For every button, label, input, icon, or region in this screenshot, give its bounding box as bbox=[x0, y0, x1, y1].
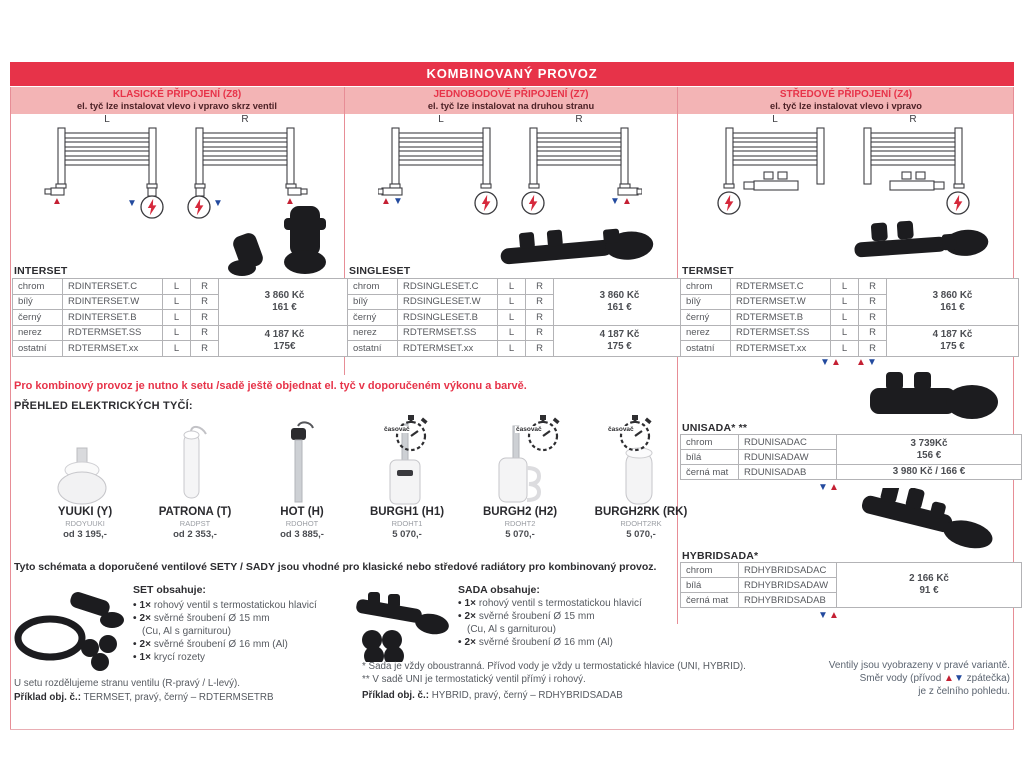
example-label: Příklad obj. č.: bbox=[14, 692, 81, 703]
price-eur: 175€ bbox=[273, 340, 296, 352]
item-qty: 1× bbox=[139, 600, 151, 611]
flow-supply-icon: ▲ bbox=[381, 196, 391, 207]
price-eur: 161 € bbox=[940, 301, 965, 313]
table-row bbox=[681, 279, 1019, 295]
list-item-continuation bbox=[458, 623, 688, 636]
rod-photo bbox=[247, 418, 357, 506]
color-cell: bílý bbox=[681, 294, 731, 310]
code-cell: RDTERMSET.SS bbox=[731, 325, 831, 341]
unisada-photo bbox=[856, 366, 1004, 428]
right-cell: R bbox=[526, 294, 554, 310]
color-cell: chrom bbox=[681, 435, 739, 450]
item-text: svěrné šroubení Ø 15 mm bbox=[153, 613, 270, 624]
rod-name: PATRONA (T) bbox=[158, 506, 232, 518]
left-cell: L bbox=[831, 279, 859, 295]
rod-patrona bbox=[140, 418, 250, 541]
frame-bottom bbox=[10, 729, 1014, 730]
right-cell: R bbox=[859, 325, 887, 341]
flow-supply-icon: ▲ bbox=[52, 196, 62, 207]
flow-supply-icon: ▲ bbox=[622, 196, 632, 207]
color-cell: černý bbox=[681, 310, 731, 326]
item-text: rohový ventil s termostatickou hlavicí bbox=[153, 600, 317, 611]
set-table-title: SINGLESET bbox=[349, 265, 411, 277]
right-cell: R bbox=[191, 294, 219, 310]
code-cell: RDSINGLESET.B bbox=[398, 310, 498, 326]
set-table-title: INTERSET bbox=[14, 265, 68, 277]
price-cell bbox=[837, 563, 1022, 608]
right-cell: R bbox=[859, 341, 887, 357]
code-cell: RDHYBRIDSADAC bbox=[739, 563, 837, 578]
price-czk: 4 187 Kč bbox=[264, 328, 305, 340]
code-cell: RDUNISADAW bbox=[739, 450, 837, 465]
set-photo bbox=[12, 586, 130, 674]
left-cell: L bbox=[498, 310, 526, 326]
left-cell: L bbox=[831, 310, 859, 326]
code-cell: RDHYBRIDSADAW bbox=[739, 578, 837, 593]
color-cell: ostatní bbox=[348, 341, 398, 357]
radiator-schematic bbox=[44, 126, 170, 198]
column-header-classic bbox=[10, 87, 344, 114]
termset-photo bbox=[842, 214, 1000, 266]
radiator-schematic bbox=[712, 126, 838, 198]
list-item bbox=[133, 638, 363, 651]
order-note: Pro kombinový provoz je nutno k setu /sadě ještě objednat el. tyč v doporučeném výkonu a barvě. bbox=[14, 380, 527, 392]
diagram-side-label: R bbox=[241, 114, 249, 125]
right-cell: R bbox=[191, 325, 219, 341]
sada-contents-list bbox=[458, 597, 688, 649]
electric-rod-icon bbox=[140, 195, 164, 219]
rod-price: od 3 885,- bbox=[280, 529, 324, 540]
rods-heading: PŘEHLED ELEKTRICKÝCH TYČÍ: bbox=[14, 400, 193, 412]
hybridsada-photo bbox=[852, 488, 1002, 554]
list-item bbox=[133, 599, 363, 612]
electric-rod-icon bbox=[474, 191, 498, 215]
bullet-icon: • bbox=[458, 598, 462, 609]
right-cell: R bbox=[191, 279, 219, 295]
color-cell: bílá bbox=[681, 450, 739, 465]
patrona-photo bbox=[140, 422, 250, 506]
item-qty: 2× bbox=[139, 639, 151, 650]
item-text: svěrné šroubení Ø 16 mm (Al) bbox=[153, 639, 288, 650]
right-cell: R bbox=[526, 310, 554, 326]
rod-name: BURGH2 (H2) bbox=[482, 506, 558, 518]
price-cell bbox=[554, 279, 686, 326]
note-line-2 bbox=[760, 672, 1010, 685]
code-cell: RDINTERSET.W bbox=[63, 294, 163, 310]
unisada-title: UNISADA* ** bbox=[682, 422, 748, 434]
rod-code: RDOHOT bbox=[285, 519, 319, 528]
list-item bbox=[458, 597, 688, 610]
price-cell bbox=[219, 325, 351, 356]
price-eur: 161 € bbox=[272, 301, 297, 313]
column-header-subtitle: el. tyč lze instalovat vlevo i vpravo skrz ventil bbox=[77, 101, 277, 111]
bullet-icon: • bbox=[458, 637, 462, 648]
price-cell bbox=[554, 325, 686, 356]
timer-icon bbox=[386, 410, 432, 454]
color-cell: chrom bbox=[681, 563, 739, 578]
diagram-side-label: L bbox=[772, 114, 778, 125]
color-cell: nerez bbox=[681, 325, 731, 341]
code-cell: RDTERMSET.C bbox=[731, 279, 831, 295]
electric-rod-icon bbox=[521, 191, 545, 215]
table-row bbox=[13, 279, 351, 295]
code-cell: RDTERMSET.xx bbox=[63, 341, 163, 357]
note-line-1: Ventily jsou vyobrazeny v pravé variantě. bbox=[828, 660, 1010, 671]
price-czk: 4 187 Kč bbox=[932, 328, 973, 340]
bullet-icon: • bbox=[133, 639, 137, 650]
sada-note-2: ** V sadě UNI je termostatický ventil přímý i rohový. bbox=[362, 674, 586, 685]
radiator-diagram-z7-left bbox=[378, 114, 504, 203]
color-cell: nerez bbox=[348, 325, 398, 341]
radiator-diagram-z4-right bbox=[850, 114, 976, 203]
left-cell: L bbox=[163, 325, 191, 341]
column-header-title: KLASICKÉ PŘIPOJENÍ (Z8) bbox=[112, 89, 242, 100]
flow-return-icon: ▼ bbox=[818, 482, 828, 493]
sada-photo bbox=[350, 590, 452, 662]
color-cell: bílý bbox=[348, 294, 398, 310]
flow-return-icon: ▼ bbox=[610, 196, 620, 207]
left-cell: L bbox=[498, 341, 526, 357]
flow-return-icon: ▼ bbox=[213, 198, 223, 209]
rod-code: RDOYUUKI bbox=[65, 519, 105, 528]
flow-supply-icon: ▲ bbox=[856, 357, 866, 368]
list-item-continuation bbox=[133, 625, 363, 638]
code-cell: RDHYBRIDSADAB bbox=[739, 593, 837, 608]
timer-label: časovač bbox=[516, 426, 542, 433]
radiator-diagram-z8-right bbox=[182, 114, 308, 203]
code-cell: RDTERMSET.W bbox=[731, 294, 831, 310]
color-cell: ostatní bbox=[681, 341, 731, 357]
code-cell: RDSINGLESET.C bbox=[398, 279, 498, 295]
price-eur: 156 € bbox=[916, 449, 942, 461]
note-text: Směr vody (přívod bbox=[859, 673, 942, 684]
price-czk: 4 187 Kč bbox=[599, 328, 640, 340]
item-text: (Cu, Al s garniturou) bbox=[142, 626, 231, 637]
rod-price: od 2 353,- bbox=[173, 529, 217, 540]
flow-supply-icon: ▲ bbox=[285, 196, 295, 207]
code-cell: RDINTERSET.B bbox=[63, 310, 163, 326]
radiator-schematic bbox=[378, 126, 504, 198]
left-cell: L bbox=[831, 325, 859, 341]
unisada-table bbox=[680, 434, 1022, 480]
left-cell: L bbox=[831, 294, 859, 310]
rod-price: 5 070,- bbox=[626, 529, 656, 540]
radiator-schematic bbox=[182, 126, 308, 198]
rod-name: BURGH1 (H1) bbox=[369, 506, 445, 518]
table-row bbox=[348, 325, 686, 341]
item-qty: 1× bbox=[464, 598, 476, 609]
price-czk: 3 860 Kč bbox=[599, 289, 640, 301]
set-contents-list bbox=[133, 599, 363, 664]
price-eur: 161 € bbox=[607, 301, 632, 313]
price-czk: 3 860 Kč bbox=[932, 289, 973, 301]
list-item bbox=[458, 610, 688, 623]
table-row bbox=[681, 325, 1019, 341]
rod-yuuki bbox=[30, 418, 140, 541]
item-text: (Cu, Al s garniturou) bbox=[467, 624, 556, 635]
price-cell bbox=[837, 465, 1022, 480]
rod-code: RADPST bbox=[179, 519, 211, 528]
rod-name: YUUKI (Y) bbox=[57, 506, 113, 518]
bottom-intro: Tyto schémata a doporučené ventilové SETY / SADY jsou vhodné pro klasické nebo středové radiátory pro kombinovaný provoz. bbox=[14, 561, 657, 573]
flow-return-icon: ▼ bbox=[953, 673, 964, 684]
list-item bbox=[133, 651, 363, 664]
column-header-title: JEDNOBODOVÉ PŘIPOJENÍ (Z7) bbox=[433, 89, 589, 100]
item-text: svěrné šroubení Ø 16 mm (Al) bbox=[478, 637, 613, 648]
hybridsada-title: HYBRIDSADA* bbox=[682, 550, 759, 562]
code-cell: RDTERMSET.SS bbox=[63, 325, 163, 341]
set-contents-title: SET obsahuje: bbox=[133, 584, 206, 596]
item-text: krycí rozety bbox=[153, 652, 206, 663]
column-header-subtitle: el. tyč lze instalovat na druhou stranu bbox=[427, 101, 595, 111]
right-cell: R bbox=[191, 341, 219, 357]
code-cell: RDSINGLESET.W bbox=[398, 294, 498, 310]
price-czk: 3 860 Kč bbox=[264, 289, 305, 301]
color-cell: chrom bbox=[13, 279, 63, 295]
color-cell: chrom bbox=[681, 279, 731, 295]
code-cell: RDTERMSET.xx bbox=[731, 341, 831, 357]
frame-right bbox=[1013, 87, 1014, 730]
code-cell: RDTERMSET.B bbox=[731, 310, 831, 326]
timer-icon bbox=[610, 410, 656, 454]
rod-code: RDOHT1 bbox=[391, 519, 423, 528]
bullet-icon: • bbox=[133, 613, 137, 624]
example-label: Příklad obj. č.: bbox=[362, 690, 429, 701]
rod-price: 5 070,- bbox=[392, 529, 422, 540]
table-row bbox=[681, 563, 1022, 578]
price-czk: 2 166 Kč bbox=[909, 573, 949, 584]
termset-table bbox=[680, 278, 1019, 357]
electric-rod-icon bbox=[717, 191, 741, 215]
electric-rod-icon bbox=[187, 195, 211, 219]
code-cell: RDTERMSET.xx bbox=[398, 341, 498, 357]
price-cell bbox=[887, 279, 1019, 326]
flow-return-icon: ▼ bbox=[867, 357, 877, 368]
example-text: TERMSET, pravý, černý – RDTERMSETRB bbox=[83, 692, 274, 703]
hot-photo bbox=[247, 420, 357, 506]
code-cell: RDTERMSET.SS bbox=[398, 325, 498, 341]
sada-example bbox=[362, 689, 623, 702]
table-row bbox=[681, 465, 1022, 480]
column-header-single bbox=[345, 87, 677, 114]
bullet-icon: • bbox=[458, 611, 462, 622]
rod-code: RDOHT2 bbox=[504, 519, 536, 528]
left-cell: L bbox=[163, 279, 191, 295]
rod-price: 5 070,- bbox=[505, 529, 535, 540]
left-cell: L bbox=[163, 341, 191, 357]
hybridsada-table bbox=[680, 562, 1022, 608]
item-text: rohový ventil s termostatickou hlavicí bbox=[478, 598, 642, 609]
singleset-photo bbox=[492, 220, 667, 270]
color-cell: chrom bbox=[348, 279, 398, 295]
left-cell: L bbox=[163, 310, 191, 326]
left-cell: L bbox=[831, 341, 859, 357]
right-cell: R bbox=[191, 310, 219, 326]
singleset-table bbox=[347, 278, 686, 357]
flow-supply-icon: ▲ bbox=[831, 357, 841, 368]
left-cell: L bbox=[498, 279, 526, 295]
rod-photo bbox=[140, 418, 250, 506]
rod-price: od 3 195,- bbox=[63, 529, 107, 540]
rod-code: RDOHT2RK bbox=[620, 519, 662, 528]
price-combined: 3 980 Kč / 166 € bbox=[892, 466, 966, 477]
rod-photo bbox=[30, 418, 140, 506]
price-czk: 3 739Kč bbox=[910, 437, 948, 449]
set-example bbox=[14, 691, 274, 704]
item-qty: 1× bbox=[139, 652, 151, 663]
radiator-schematic bbox=[850, 126, 976, 198]
price-eur: 91 € bbox=[919, 585, 939, 596]
item-qty: 2× bbox=[139, 613, 151, 624]
rod-hot bbox=[247, 418, 357, 541]
list-item bbox=[458, 636, 688, 649]
interset-photo bbox=[212, 204, 342, 276]
color-cell: černý bbox=[13, 310, 63, 326]
code-cell: RDINTERSET.C bbox=[63, 279, 163, 295]
color-cell: černá mat bbox=[681, 465, 739, 480]
price-eur: 175 € bbox=[607, 340, 632, 352]
right-cell: R bbox=[859, 294, 887, 310]
table-row bbox=[681, 435, 1022, 450]
flow-return-icon: ▼ bbox=[818, 610, 828, 621]
frame-left bbox=[10, 87, 11, 730]
radiator-diagram-z7-right bbox=[516, 114, 642, 203]
flow-supply-icon: ▲ bbox=[829, 610, 839, 621]
left-cell: L bbox=[163, 294, 191, 310]
set-table-title: TERMSET bbox=[682, 265, 734, 277]
bullet-icon: • bbox=[133, 600, 137, 611]
sada-note-1: * Sada je vždy oboustranná. Přívod vody je vždy u termostatické hlavice (UNI, HYBRID). bbox=[362, 661, 746, 672]
list-item bbox=[133, 612, 363, 625]
right-cell: R bbox=[526, 341, 554, 357]
item-qty: 2× bbox=[464, 611, 476, 622]
flow-return-icon: ▼ bbox=[393, 196, 403, 207]
right-cell: R bbox=[859, 279, 887, 295]
timer-icon bbox=[518, 410, 564, 454]
column-header-subtitle: el. tyč lze instalovat vlevo i vpravo bbox=[770, 101, 922, 111]
color-cell: bílý bbox=[13, 294, 63, 310]
color-cell: černá mat bbox=[681, 593, 739, 608]
color-cell: bílá bbox=[681, 578, 739, 593]
table-row bbox=[348, 279, 686, 295]
radiator-schematic bbox=[516, 126, 642, 198]
right-cell: R bbox=[526, 279, 554, 295]
radiator-diagram-z4-left bbox=[712, 114, 838, 203]
page-title: KOMBINOVANÝ PROVOZ bbox=[10, 62, 1014, 86]
right-cell: R bbox=[526, 325, 554, 341]
timer-label: časovač bbox=[384, 426, 410, 433]
bullet-icon: • bbox=[133, 652, 137, 663]
diagram-side-label: L bbox=[104, 114, 110, 125]
flow-supply-icon: ▲ bbox=[829, 482, 839, 493]
note-line-3: je z čelního pohledu. bbox=[918, 686, 1010, 697]
set-note: U setu rozdělujeme stranu ventilu (R-pravý / L-levý). bbox=[14, 678, 240, 689]
flow-return-icon: ▼ bbox=[127, 198, 137, 209]
left-cell: L bbox=[498, 325, 526, 341]
timer-label: časovač bbox=[608, 426, 634, 433]
diagram-side-label: L bbox=[438, 114, 444, 125]
item-text: svěrné šroubení Ø 15 mm bbox=[478, 611, 595, 622]
table-row bbox=[13, 325, 351, 341]
diagram-side-label: R bbox=[909, 114, 917, 125]
sada-contents-title: SADA obsahuje: bbox=[458, 584, 540, 596]
column-header-title: STŘEDOVÉ PŘIPOJENÍ (Z4) bbox=[779, 89, 913, 100]
price-eur: 175 € bbox=[940, 340, 965, 352]
example-text: HYBRID, pravý, černý – RDHYBRIDSADAB bbox=[431, 690, 623, 701]
price-cell bbox=[887, 325, 1019, 356]
item-qty: 2× bbox=[464, 637, 476, 648]
rod-name: HOT (H) bbox=[280, 506, 324, 518]
rod-name: BURGH2RK (RK) bbox=[594, 506, 688, 518]
price-cell bbox=[837, 435, 1022, 465]
diagram-side-label: R bbox=[575, 114, 583, 125]
price-cell bbox=[219, 279, 351, 326]
flow-supply-icon: ▲ bbox=[944, 673, 954, 684]
yuuki-photo bbox=[30, 446, 140, 506]
code-cell: RDUNISADAC bbox=[739, 435, 837, 450]
color-cell: nerez bbox=[13, 325, 63, 341]
color-cell: černý bbox=[348, 310, 398, 326]
flow-return-icon: ▼ bbox=[820, 357, 830, 368]
column-header-central bbox=[678, 87, 1014, 114]
note-text: zpátečka) bbox=[966, 673, 1010, 684]
color-cell: ostatní bbox=[13, 341, 63, 357]
interset-table bbox=[12, 278, 351, 357]
left-cell: L bbox=[498, 294, 526, 310]
right-cell: R bbox=[859, 310, 887, 326]
code-cell: RDUNISADAB bbox=[739, 465, 837, 480]
valve-orientation-note bbox=[760, 659, 1010, 698]
radiator-diagram-z8-left bbox=[44, 114, 170, 203]
electric-rod-icon bbox=[946, 191, 970, 215]
